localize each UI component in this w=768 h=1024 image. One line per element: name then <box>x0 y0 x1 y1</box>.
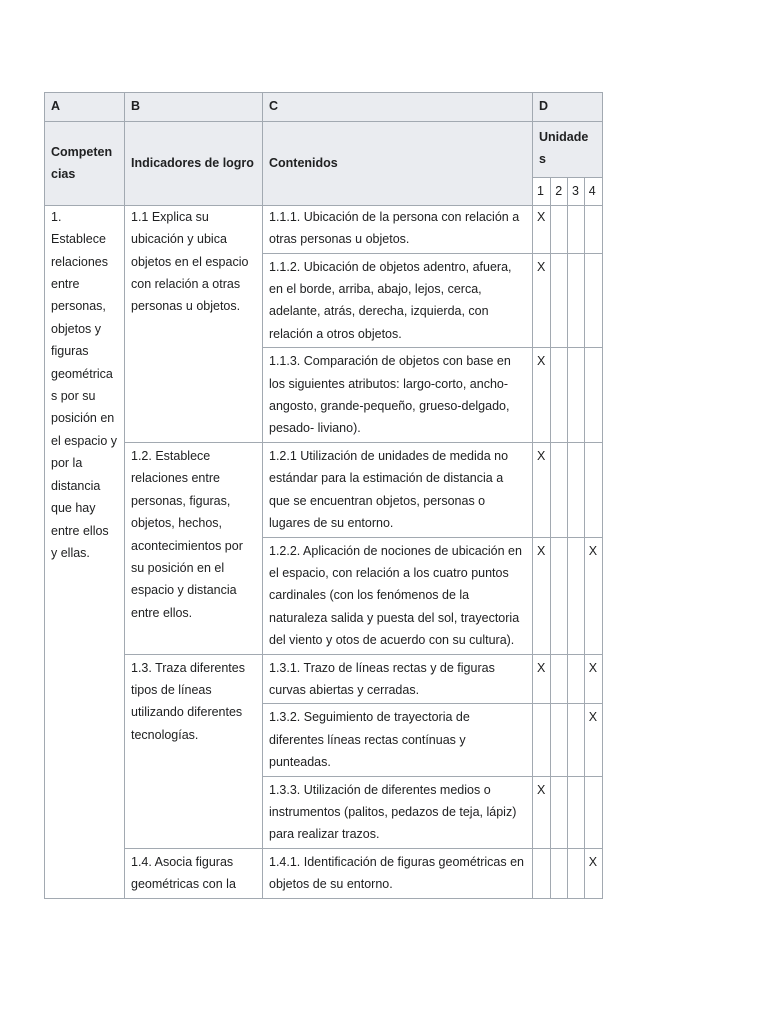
contenido-cell: 1.3.1. Trazo de líneas rectas y de figuras curvas abiertas y cerradas. <box>263 654 533 704</box>
contenido-cell: 1.3.3. Utilización de diferentes medios o instrumentos (palitos, pedazos de teja, lápiz) para realizar trazos. <box>263 776 533 848</box>
unit-mark <box>584 205 602 253</box>
unit-mark <box>551 654 568 704</box>
unit-mark: X <box>533 442 551 537</box>
letters-row <box>45 93 603 122</box>
contenido-cell: 1.3.2. Seguimiento de trayectoria de diferentes líneas rectas contínuas y punteadas. <box>263 704 533 776</box>
header-unidades: Unidade s <box>533 122 603 178</box>
unit-number-4: 4 <box>584 177 602 205</box>
contenido-cell: 1.2.2. Aplicación de nociones de ubicación en el espacio, con relación a los cuatro puntos cardinales (con los fenómenos de la naturaleza salida y puesta del sol, trayectoria del viento y otos de acuerdo con su cultura). <box>263 537 533 654</box>
unit-mark <box>567 537 584 654</box>
unit-mark <box>551 253 568 348</box>
indicador-1-4: 1.4. Asocia figuras geométricas con la <box>125 848 263 898</box>
unit-mark: X <box>584 848 602 898</box>
unit-mark: X <box>584 654 602 704</box>
unit-mark <box>584 253 602 348</box>
contenido-cell: 1.1.2. Ubicación de objetos adentro, afuera, en el borde, arriba, abajo, lejos, cerca, adelante, atrás, derecha, izquierda, con relación a otros objetos. <box>263 253 533 348</box>
header-contenidos: Contenidos <box>263 122 533 206</box>
unit-mark: X <box>533 776 551 848</box>
unit-mark <box>567 776 584 848</box>
unit-mark <box>533 704 551 776</box>
unit-mark <box>584 348 602 443</box>
unit-mark <box>551 704 568 776</box>
unit-mark <box>551 537 568 654</box>
unit-mark: X <box>533 253 551 348</box>
indicador-1-3: 1.3. Traza diferentes tipos de líneas utilizando diferentes tecnologías. <box>125 654 263 848</box>
unit-number-1: 1 <box>533 177 551 205</box>
header-indicadores: Indicadores de logro <box>125 122 263 206</box>
unit-mark <box>567 848 584 898</box>
contenido-cell: 1.1.1. Ubicación de la persona con relación a otras personas u objetos. <box>263 205 533 253</box>
unit-mark <box>551 442 568 537</box>
unit-number-2: 2 <box>551 177 568 205</box>
table-row <box>45 442 603 537</box>
unit-mark <box>551 776 568 848</box>
unit-mark <box>533 848 551 898</box>
unit-mark <box>567 442 584 537</box>
competencias-table <box>44 92 603 899</box>
table-row <box>45 848 603 898</box>
table-row <box>45 205 603 253</box>
table-row <box>45 654 603 704</box>
unit-number-3: 3 <box>567 177 584 205</box>
unit-mark: X <box>533 348 551 443</box>
contenido-cell: 1.2.1 Utilización de unidades de medida no estándar para la estimación de distancia a que se encuentran objetos, personas o lugares de su entorno. <box>263 442 533 537</box>
unit-mark <box>567 205 584 253</box>
unit-mark <box>567 654 584 704</box>
unit-mark: X <box>533 205 551 253</box>
unit-mark <box>567 253 584 348</box>
indicador-1-1: 1.1 Explica su ubicación y ubica objetos en el espacio con relación a otras personas u objetos. <box>125 205 263 442</box>
contenido-cell: 1.1.3. Comparación de objetos con base en los siguientes atributos: largo-corto, ancho-angosto, grande-pequeño, grueso-delgado, pesado- liviano). <box>263 348 533 443</box>
unit-mark <box>551 205 568 253</box>
competencia-cell: 1. Establece relaciones entre personas, objetos y figuras geométrica s por su posición en el espacio y por la distancia que hay entre ellos y ellas. <box>45 205 125 898</box>
unit-mark <box>551 348 568 443</box>
unit-mark: X <box>584 537 602 654</box>
column-letter-b: B <box>125 93 263 122</box>
unit-mark <box>584 776 602 848</box>
contenido-cell: 1.4.1. Identificación de figuras geométricas en objetos de su entorno. <box>263 848 533 898</box>
unit-mark <box>567 704 584 776</box>
unit-mark: X <box>584 704 602 776</box>
indicador-1-2: 1.2. Establece relaciones entre personas, figuras, objetos, hechos, acontecimientos por su posición en el espacio y distancia entre ellos. <box>125 442 263 654</box>
column-letter-d: D <box>533 93 603 122</box>
unit-mark <box>584 442 602 537</box>
header-competencias: Competen cias <box>45 122 125 206</box>
header-row <box>45 122 603 178</box>
unit-mark: X <box>533 654 551 704</box>
unit-mark: X <box>533 537 551 654</box>
column-letter-a: A <box>45 93 125 122</box>
column-letter-c: C <box>263 93 533 122</box>
unit-mark <box>567 348 584 443</box>
unit-mark <box>551 848 568 898</box>
